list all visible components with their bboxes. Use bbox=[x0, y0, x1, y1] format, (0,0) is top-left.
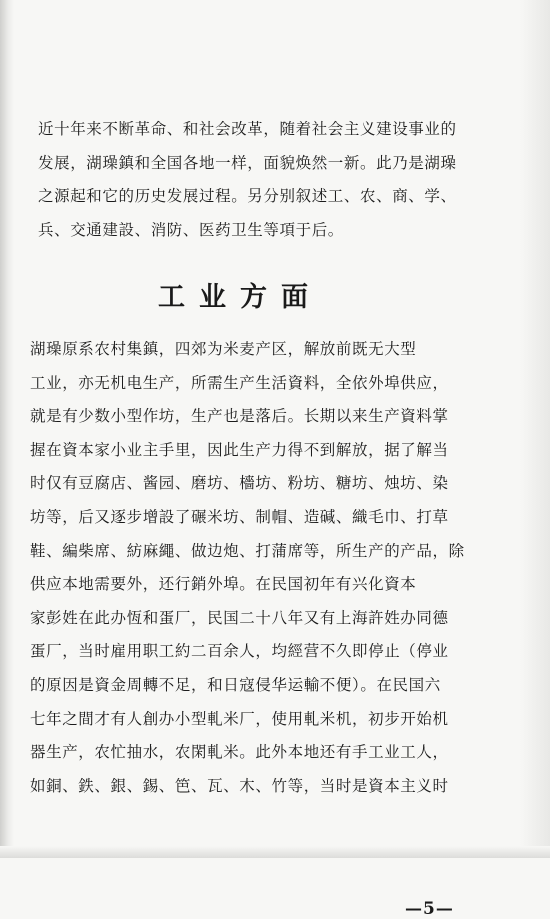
section-heading: 工业方面 bbox=[158, 282, 322, 313]
document-page bbox=[30, 113, 490, 919]
page-number: —5— bbox=[405, 899, 454, 919]
scan-shadow-left bbox=[0, 0, 14, 858]
body-paragraph: 湖璪原系农村集鎮，四郊为米麦产区，解放前既无大型 工业，亦无机电生产，所需生产生活資料，全依外埠供应， 就是有少数小型作坊，生产也是落后。长期以来生产資料掌 握在資本家小业主手里，因此生产力得不到解放，据了解当 时仅有豆腐店、酱园、磨坊、檣坊、粉坊、糖坊、烛坊、染 坊等，后又逐步增設了碾米坊、制帽、造碱、織毛巾、打草 鞋、編柴席、紡麻繩、做边炮、打蒲席等，所生产的产品，除 供应本地需要外，还行銷外埠。在民国初年有兴化資本 家彭姓在此办恆和蛋厂，民国二十八年又有上海許姓办同德 蛋厂，当时雇用职工約二百余人，均經营不久即停止（停业 的原因是資金周轉不足，和日寇侵华运輸不便）。在民国六 七年之間才有人創办小型軋米厂，使用軋米机，初步开始机 器生产，农忙抽水，农閑軋米。此外本地还有手工业工人， 如銅、鉄、銀、錫、笆、瓦、木、竹等，当时是資本主义时 bbox=[30, 340, 465, 795]
intro-paragraph: 近十年来不断革命、和社会改革，随着社会主义建设事业的 发展，湖璪鎮和全国各地一样，面貌焕然一新。此乃是湖璪 之源起和它的历史发展过程。另分别叙述工、农、商、学、 兵、交通建設、消防、医药卫生等項于后。 bbox=[38, 120, 457, 239]
scan-shadow-right bbox=[520, 0, 550, 858]
scan-shadow-bottom bbox=[0, 846, 550, 858]
